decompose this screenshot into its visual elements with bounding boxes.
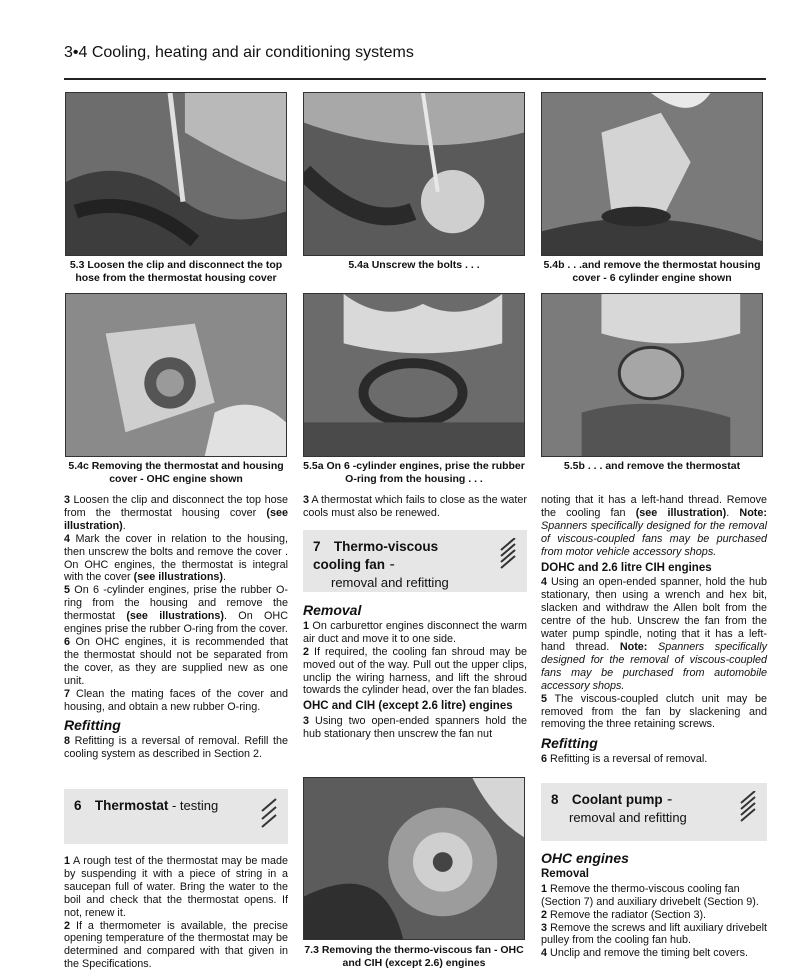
para-7-3-cont: noting that it has a left-hand thread. Remove the cooling fan (see illustration). Note: Spanners specifically designed for the removal of viscous-coupled fans may be purchased from motor vehicle accessory shops. <box>541 494 767 558</box>
ohc-engines-heading: OHC engines <box>541 850 629 866</box>
caption-5-4b: 5.4b . . .and remove the thermostat housing cover - 6 cylinder engine shown <box>543 259 761 284</box>
caption-5-4a: 5.4a Unscrew the bolts . . . <box>348 259 480 271</box>
photo-7-3 <box>303 777 525 940</box>
photo-5-5b <box>541 293 763 457</box>
section-8-box: 8 Coolant pump - removal and refitting <box>541 783 767 841</box>
caption-5-5b: 5.5b . . . and remove the thermostat <box>563 460 741 472</box>
section-6-box: 6 Thermostat - testing <box>64 789 288 844</box>
para-6-1: 1 A rough test of the thermostat may be made by suspending it with a piece of string in a saucepan full of water. Bring the water to the boil and check that the thermostat opens. If not, renew it. <box>64 855 288 919</box>
column-2-lower <box>303 598 527 741</box>
wrench-rating-icon <box>737 791 759 825</box>
removal-heading: Removal <box>303 602 362 618</box>
section-7-box: 7 Thermo-viscous cooling fan - removal and refitting <box>303 530 527 592</box>
para-5-6: 6 On OHC engines, it is recommended that the thermostat should not be separated from the cover, as they are supplied new as one unit. <box>64 635 288 687</box>
para-7-5: 5 The viscous-coupled clutch unit may be removed from the fan by slackening and removing the three retaining screws. <box>541 692 767 731</box>
caption-7-3: 7.3 Removing the thermo-viscous fan - OHC and CIH (except 2.6) engines <box>304 944 524 969</box>
wrench-rating-icon <box>258 797 280 831</box>
refitting-heading: Refitting <box>64 717 121 734</box>
para-6-3: 3 A thermostat which fails to close as the water cools must also be renewed. <box>303 494 527 519</box>
column-1-lower <box>64 855 288 971</box>
para-8-3: 3 Remove the screws and lift auxiliary drivebelt pulley from the cooling fan hub. <box>541 921 767 947</box>
dohc-heading: DOHC and 2.6 litre CIH engines <box>541 561 712 574</box>
para-5-3: 3 Loosen the clip and disconnect the top hose from the thermostat housing cover (see illustration). <box>64 494 288 532</box>
column-1 <box>64 494 288 761</box>
refitting-heading-2: Refitting <box>541 735 598 752</box>
para-7-6: 6 Refitting is a reversal of removal. <box>541 753 708 766</box>
photo-5-4b <box>541 92 763 256</box>
column-3-lower <box>541 850 767 960</box>
section-7-title: Thermo-viscous cooling fan <box>313 539 439 572</box>
removal-heading-2: Removal <box>541 867 589 880</box>
caption-5-5a: 5.5a On 6 -cylinder engines, prise the rubber O-ring from the housing . . . <box>303 460 525 485</box>
para-5-7: 7 Clean the mating faces of the cover and housing, and obtain a new rubber O-ring. <box>64 687 288 713</box>
para-6-2: 2 If a thermometer is available, the precise opening temperature of the thermostat may be determined and compared with that given in the Specifications. <box>64 919 288 971</box>
photo-5-4a <box>303 92 525 256</box>
column-3 <box>541 494 767 766</box>
para-7-4: 4 Using an open-ended spanner, hold the hub stationary, then using a wrench and hex bit, slacken and withdraw the Allen bolt from the centre of the hub. Unscrew the fan from the water pump spindle, noting that it has a left-hand thread. Note: Spanners specifically designed for the removal of viscous-coupled fans may be purchased from automobile accessory shops. <box>541 576 767 692</box>
para-8-4: 4 Unclip and remove the timing belt covers. <box>541 947 749 960</box>
para-5-4: 4 Mark the cover in relation to the housing, then unscrew the bolts and remove the cover . On OHC engines, the thermostat is integral with the cover (see illustrations). <box>64 532 288 584</box>
section-6-title: Thermostat <box>94 798 169 813</box>
photo-5-4c <box>65 293 287 457</box>
para-7-3: 3 Using two open-ended spanners hold the hub stationary then unscrew the fan nut <box>303 715 527 741</box>
para-5-5: 5 On 6 -cylinder engines, prise the rubber O-ring from the housing and remove the thermostat (see illustrations). On OHC engines prise the rubber O-ring from the cover. <box>64 584 288 636</box>
header-rule <box>64 78 766 80</box>
section-8-title: Coolant pump <box>571 792 663 807</box>
para-5-8: 8 Refitting is a reversal of removal. Refill the cooling system as described in Section 2. <box>64 735 288 761</box>
caption-5-4c: 5.4c Removing the thermostat and housing cover - OHC engine shown <box>68 460 284 485</box>
wrench-rating-icon <box>497 538 519 572</box>
para-7-2: 2 If required, the cooling fan shroud may be moved out of the way. Pull out the upper clips, unclip the wiring harness, and lift the shroud towards the cylinder head, over the fan blades. <box>303 645 527 697</box>
column-2 <box>303 494 527 520</box>
para-7-1: 1 On carburettor engines disconnect the warm air duct and move it to one side. <box>303 619 527 645</box>
ohc-cih-heading: OHC and CIH (except 2.6 litre) engines <box>303 700 513 713</box>
photo-5-3 <box>65 92 287 256</box>
photo-5-5a <box>303 293 525 457</box>
caption-5-3: 5.3 Loosen the clip and disconnect the top hose from the thermostat housing cover <box>69 259 283 284</box>
para-8-1: 1 Remove the thermo-viscous cooling fan (Section 7) and auxiliary drivebelt (Section 9). <box>541 882 759 908</box>
para-8-2: 2 Remove the radiator (Section 3). <box>541 908 707 921</box>
page-header: 3•4 Cooling, heating and air conditioning systems <box>64 44 414 61</box>
